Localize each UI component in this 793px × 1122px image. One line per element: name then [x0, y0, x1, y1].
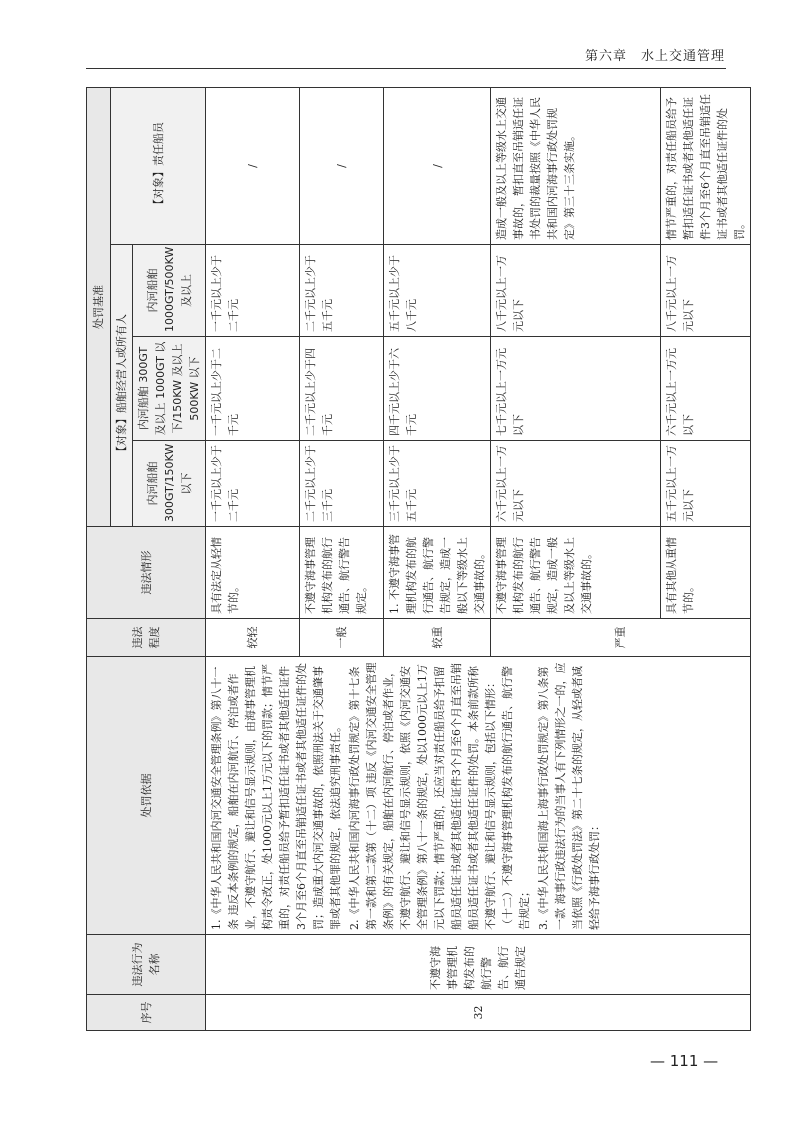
col-header-degree: 违法程度 — [87, 619, 206, 657]
basis-paragraph: 1.《中华人民共和国内河交通安全管理条例》第八十一条 违反本条例的规定，船舶在内河航行、停泊或者作业，不遵守航行、避让和信号显示规则，由海事管理机构责令改正，处1000元以上1万元以下的罚款；情节严重的，对责任船员给予暂扣适任证书或者其他适任证件3个月至6个月直至吊销适任证书或者其他适任证件的处罚；造成重大内河交通事故的，依照刑法关于交通肇事罪或者其他罪的规定，依法追究刑事责任。 — [210, 663, 342, 930]
table-row — [206, 88, 300, 1031]
circumstance-cell: 具有其他从重情节的。 — [661, 527, 751, 619]
col-header-small-vessel: 内河船舶300GT/150KW以下 — [133, 441, 206, 527]
rotated-table — [86, 88, 746, 1031]
degree-cell: 较轻 — [206, 619, 300, 657]
degree-cell: 较重 — [384, 619, 491, 657]
crew-penalty-cell: 造成一般及以上等级水上交通事故的，暂扣直至吊销适任证书处罚的裁量按照《中华人民共和国内河海事行政处罚规定》第三十三条实施。 — [491, 88, 661, 245]
chapter-header: 第六章 水上交通管理 — [584, 49, 725, 64]
crew-penalty-cell: / — [206, 88, 300, 245]
circumstance-cell: 1. 不遵守海事管理机构发布的航行通告、航行警告规定，造成一般以下等级水上交通事故的。 — [384, 527, 491, 619]
fine-small-cell: 二千元以上少于三千元 — [300, 441, 384, 527]
circumstance-cell: 不遵守海事管理机构发布的航行通告、航行警告规定，造成一般及以上等级水上交通事故的。 — [491, 527, 661, 619]
fine-small-cell: 一千元以上少于二千元 — [206, 441, 300, 527]
col-header-seq: 序号 — [87, 995, 206, 1031]
crew-penalty-cell: / — [300, 88, 384, 245]
crew-penalty-cell: 情节严重的，对责任船员给予暂扣适任证书或者其他适任证件3个月至6个月直至吊销适任证书或者其他适任证件的处罚。 — [661, 88, 751, 245]
fine-small-cell: 六千元以上一万元以下 — [491, 441, 661, 527]
target-owner-header: 【对象】船舶经营人或所有人 — [111, 245, 133, 527]
col-header-large-vessel: 内河船舶1000GT/500KW及以上 — [133, 245, 206, 337]
fine-medium-cell: 二千元以上少于四千元 — [300, 337, 384, 441]
fine-medium-cell: 一千元以上少于二千元 — [206, 337, 300, 441]
penalty-table — [86, 87, 751, 1031]
col-header-standard: 处罚基准 — [87, 88, 111, 527]
page-number: — 111 — — [650, 1052, 719, 1070]
fine-medium-cell: 七千元以上一万元以下 — [491, 337, 661, 441]
penalty-basis-cell — [206, 657, 751, 935]
col-header-medium-vessel: 内河船舶 300GT 及以上 1000GT 以下/150KW 及以上 500KW 以下 — [133, 337, 206, 441]
circumstance-cell: 不遵守海事管理机构发布的航行通告、航行警告规定。 — [300, 527, 384, 619]
violation-name-cell: 不遵守海事管理机构发布的航行警告、航行通告规定 — [206, 935, 751, 995]
basis-paragraph: 3.《中华人民共和国海上海事行政处罚规定》第八条第一款 海事行政违法行为的当事人有下列情形之一的，应当依照《行政处罚法》第二十七条的规定，从轻或者减轻给予海事行政处罚： — [537, 662, 601, 930]
col-header-basis: 处罚依据 — [87, 657, 206, 935]
col-header-circumstance: 违法情形 — [87, 527, 206, 619]
fine-medium-cell: 六千元以上一万元以下 — [661, 337, 751, 441]
fine-medium-cell: 四千元以上少于六千元 — [384, 337, 491, 441]
rotated-table-container — [86, 88, 746, 1031]
fine-small-cell: 三千元以上少于五千元 — [384, 441, 491, 527]
col-header-name: 违法行为名称 — [87, 935, 206, 995]
basis-paragraph: 2.《中华人民共和国内河海事行政处罚规定》第十七条第一款和第二款第（十二）项 违反《内河交通安全管理条例》的有关规定，船舶在内河航行、停泊或者作业，不遵守航行、避让和信号显示规则，依照《内河交通安全管理条例》第八十一条的规定，处以1000元以上1万元以下罚款；情节严重的，还应当对责任船员给予扣留船员适任证书或者其他适任证件3个月至6个月直至吊销船员适任证书或者其他适任证件的处罚。本条前款所称不遵守航行、避让和信号显示规则，包括以下情形：（十二）不遵守海事管理机构发布的航行通告、航行警告规定； — [348, 662, 531, 930]
circumstance-cell: 具有法定从轻情节的。 — [206, 527, 300, 619]
fine-large-cell: 五千元以上少于八千元 — [384, 245, 491, 337]
fine-large-cell: 二千元以上少于五千元 — [300, 245, 384, 337]
fine-large-cell: 八千元以上一万元以下 — [491, 245, 661, 337]
fine-small-cell: 五千元以上一万元以下 — [661, 441, 751, 527]
fine-large-cell: 一千元以上少于二千元 — [206, 245, 300, 337]
target-crew-header: 【对象】责任船员 — [111, 88, 206, 245]
header-rule — [86, 68, 726, 69]
seq-cell: 32 — [206, 995, 751, 1031]
crew-penalty-cell: / — [384, 88, 491, 245]
degree-cell: 严重 — [491, 619, 751, 657]
fine-large-cell: 八千元以上一万元以下 — [661, 245, 751, 337]
degree-cell: 一般 — [300, 619, 384, 657]
